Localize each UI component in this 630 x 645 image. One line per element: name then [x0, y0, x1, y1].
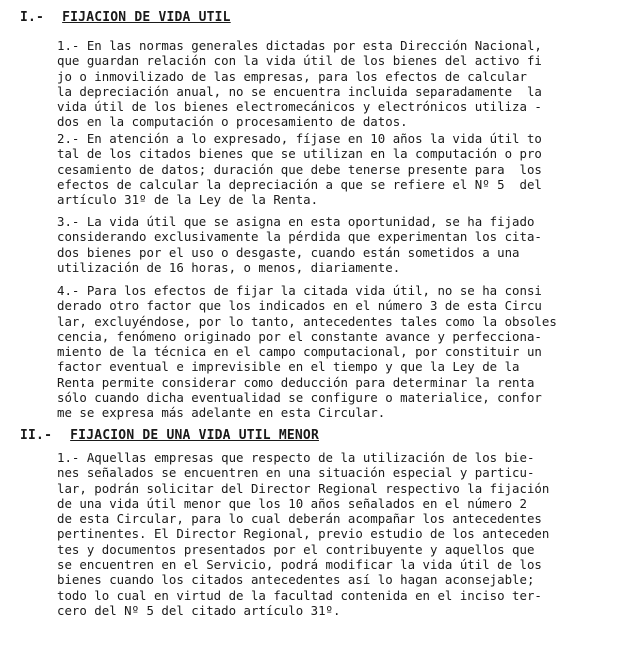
- text-line: bienes cuando los citados antecedentes así lo hagan aconsejable;: [57, 572, 535, 588]
- text-line: nes señalados se encuentren en una situación especial y particu-: [57, 465, 535, 481]
- text-line: cero del Nº 5 del citado artículo 31º.: [57, 602, 341, 618]
- section-heading-2: [20, 428, 319, 443]
- text-line: Renta permite considerar como deducción para determinar la renta: [57, 374, 535, 390]
- text-line: de una vida útil menor que los 10 años señalados en el número 2: [57, 495, 527, 511]
- text-line: artículo 31º de la Ley de la Renta.: [57, 192, 319, 208]
- section-title: FIJACION DE VIDA UTIL: [62, 10, 231, 25]
- section-number: I.-: [20, 10, 45, 25]
- text-line: 2.- En atención a lo expresado, fíjase en 10 años la vida útil to: [57, 131, 542, 146]
- text-line: la depreciación anual, no se encuentra incluida separadamente la: [57, 83, 542, 99]
- section-title: FIJACION DE UNA VIDA UTIL MENOR: [70, 428, 319, 443]
- section-heading-1: [20, 10, 231, 25]
- text-line: lar, excluyéndose, por lo tanto, antecedentes tales como la obsoles: [57, 313, 557, 329]
- text-line: jo o inmovilizado de las empresas, para los efectos de calcular: [57, 68, 527, 84]
- text-line: dos en la computación o procesamiento de datos.: [57, 114, 408, 130]
- paragraph: [57, 214, 613, 275]
- paragraph: [57, 38, 613, 130]
- text-line: dos bienes por el uso o desgaste, cuando están sometidos a una: [57, 244, 520, 260]
- text-line: cencia, fenómeno originado por el constante avance y perfecciona-: [57, 328, 542, 344]
- paragraph: [57, 283, 613, 421]
- text-line: cesamiento de datos; duración que debe tenerse presente para los: [57, 161, 542, 177]
- text-line: de esta Circular, para lo cual deberán acompañar los antecedentes: [57, 511, 542, 527]
- text-line: utilización de 16 horas, o menos, diariamente.: [57, 259, 401, 275]
- text-line: considerando exclusivamente la pérdida que experimentan los cita-: [57, 229, 542, 245]
- text-line: derado otro factor que los indicados en el número 3 de esta Circu: [57, 298, 542, 314]
- text-line: 1.- En las normas generales dictadas por esta Dirección Nacional,: [57, 38, 542, 53]
- text-line: todo lo cual en virtud de la facultad contenida en el inciso ter-: [57, 587, 542, 603]
- text-line: factor eventual e imprevisible en el tiempo y que la Ley de la: [57, 359, 520, 375]
- text-line: me se expresa más adelante en esta Circular.: [57, 405, 386, 421]
- text-line: 3.- La vida útil que se asigna en esta oportunidad, se ha fijado: [57, 214, 535, 229]
- paragraph: [57, 450, 613, 618]
- text-line: efectos de calcular la depreciación a que se refiere el Nº 5 del: [57, 176, 542, 192]
- text-line: tal de los citados bienes que se utilizan en la computación o pro: [57, 146, 542, 162]
- text-line: sólo cuando dicha eventualidad se configure o materialice, confor: [57, 390, 542, 406]
- text-line: 1.- Aquellas empresas que respecto de la utilización de los bie-: [57, 450, 535, 465]
- text-line: vida útil de los bienes electromecánicos y electrónicos utiliza -: [57, 99, 542, 115]
- paragraph: [57, 131, 613, 207]
- text-line: se encuentren en el Servicio, podrá modificar la vida útil de los: [57, 557, 542, 573]
- text-line: 4.- Para los efectos de fijar la citada vida útil, no se ha consi: [57, 283, 542, 298]
- text-line: lar, podrán solicitar del Director Regional respectivo la fijación: [57, 480, 550, 496]
- text-line: tes y documentos presentados por el contribuyente y aquellos que: [57, 541, 535, 557]
- text-line: que guardan relación con la vida útil de los bienes del activo fi: [57, 53, 542, 69]
- text-line: miento de la técnica en el campo computacional, por constituir un: [57, 344, 542, 360]
- section-number: II.-: [20, 428, 53, 443]
- text-line: pertinentes. El Director Regional, previo estudio de los anteceden: [57, 526, 550, 542]
